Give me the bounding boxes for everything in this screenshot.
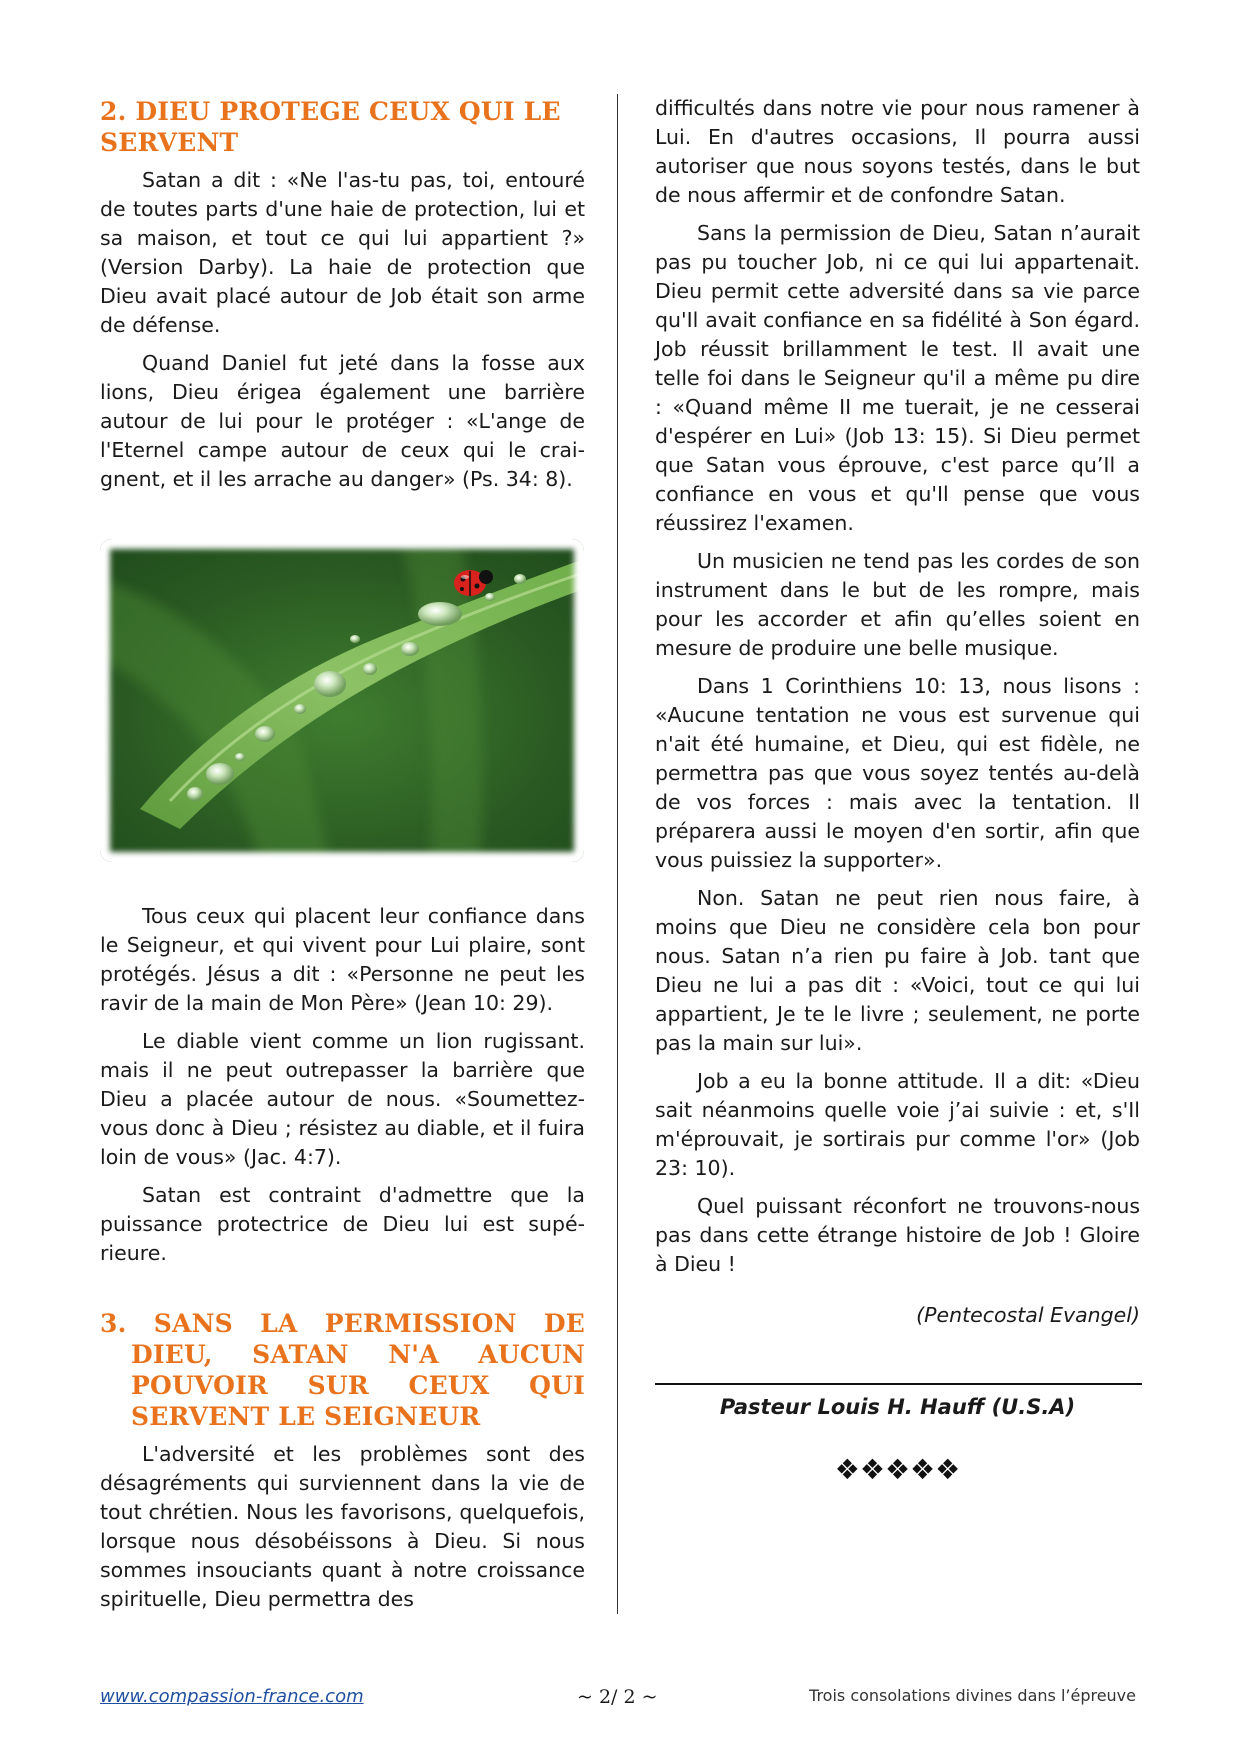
ladybug-photo-graphic [100, 539, 584, 862]
section-2-heading: 2. DIEU PROTEGE CEUX QUI LE SERVENT [100, 97, 561, 157]
right-paragraph: Job a eu la bonne attitude. Il a dit: «Dieu sait néanmoins quelle voie j’ai suivie : et, s'Il m'éprouvait, je sortirais pur comme l'or» (Job 23: 10). [655, 1069, 1140, 1180]
footer-page-number: ~ 2/ 2 ~ [577, 1686, 658, 1708]
ladybug-photo [100, 539, 584, 862]
author-signature: Pasteur Louis H. Hauff (U.S.A) [719, 1395, 1076, 1419]
footer-website-link[interactable]: www.compassion-france.com [100, 1686, 364, 1707]
section-2-paragraph: Satan a dit : «Ne l'as-tu pas, toi, entouré de toutes parts d'une haie de protection, lui et sa maison, et tout ce qui lui appartient ?» (Version Darby). La haie de protection que Dieu avait placé autour de Job était son arme de défense. [100, 168, 585, 337]
section-2-paragraph: Quand Daniel fut jeté dans la fosse aux lions, Dieu érigea également une barrière autour de lui pour le protéger : «L'ange de l'Eternel campe autour de ceux qui le craignent, et il les arrache au danger» (Ps. 34: 8). [100, 351, 585, 491]
source-citation: (Pentecostal Evangel) [916, 1303, 1140, 1327]
section-2-paragraph: Satan est contraint d'admettre que la puissance protectrice de Dieu lui est supérieure. [100, 1183, 585, 1265]
section-3-paragraph: L'adversité et les problèmes sont des désagréments qui surviennent dans la vie de tout chrétien. Nous les favorisons, quelquefois, lorsque nous désobéissons à Dieu. Si nous sommes insouciants quant à notre croissance spirituelle, Dieu permettra des [100, 1442, 585, 1611]
right-paragraph: Sans la permission de Dieu, Satan n’aurait pas pu toucher Job, ni ce qui lui appartenait. Dieu permit cette adversité dans sa vie parce qu'Il avait confiance en sa fidélité à Son égard. Job réussit brillamment le test. Il avait une telle foi dans le Seigneur qu'il a même pu dire : «Quand même II me tuerait, je ne cesserai d'espérer en Lui» (Job 13: 15). Si Dieu permet que Satan vous éprouve, c'est parce qu’Il a confiance en vous et qu'Il pense que vous réussirez l'examen. [655, 221, 1140, 535]
signature-rule [655, 1383, 1142, 1385]
right-column [655, 94, 1140, 1486]
footer-document-title: Trois consolations divines dans l’épreuve [809, 1686, 1136, 1705]
right-paragraph: Dans 1 Corinthiens 10: 13, nous lisons : «Aucune tentation ne vous est survenue qui n'ait été humaine, et Dieu, qui est fidèle, ne permettra pas que vous soyez tentés au-delà de vos forces : mais avec la tentation. Il préparera aussi le moyen d'en sortir, afin que vous puissiez la supporter». [655, 674, 1140, 872]
section-3-heading: 3. SANS LA PERMISSION DE DIEU, SATAN N'A AUCUN POUVOIR SUR CEUX QUI SERVENT LE SEIGNEUR [100, 1309, 585, 1431]
column-divider [617, 94, 618, 1614]
right-paragraph: Quel puissant réconfort ne trouvons-nous pas dans cette étrange histoire de Job ! Gloire à Dieu ! [655, 1194, 1140, 1276]
section-2-paragraph: Le diable vient comme un lion rugissant. mais il ne peut outrepasser la barrière que Dieu a placée autour de nous. «Soumettez-vous donc à Dieu ; résistez au diable, et il fuira loin de vous» (Jac. 4:7). [100, 1029, 585, 1169]
right-paragraph: Un musicien ne tend pas les cordes de son instrument dans le but de les rompre, mais pour les accorder et afin qu’elles soient en mesure de produire une belle musique. [655, 549, 1140, 660]
left-column [100, 96, 585, 1623]
section-2-paragraph: Tous ceux qui placent leur confiance dans le Seigneur, et qui vivent pour Lui plaire, sont protégés. Jésus a dit : «Personne ne peut les ravir de la main de Mon Père» (Jean 10: 29). [100, 904, 585, 1015]
page-footer [100, 1686, 1136, 1714]
right-paragraph: difficultés dans notre vie pour nous ramener à Lui. En d'autres occasions, Il pourra aussi autoriser que nous soyons testés, dans le but de nous affermir et de confondre Satan. [655, 96, 1140, 207]
right-paragraph: Non. Satan ne peut rien nous faire, à moins que Dieu ne considère cela bon pour nous. Satan n’a rien pu faire à Job. tant que Dieu ne lui a pas dit : «Voici, tout ce qui lui appartient, Je te le livre ; seulement, ne porte pas la main sur lui». [655, 886, 1140, 1055]
diamond-ornament-icon: ❖❖❖❖❖ [834, 1453, 961, 1486]
